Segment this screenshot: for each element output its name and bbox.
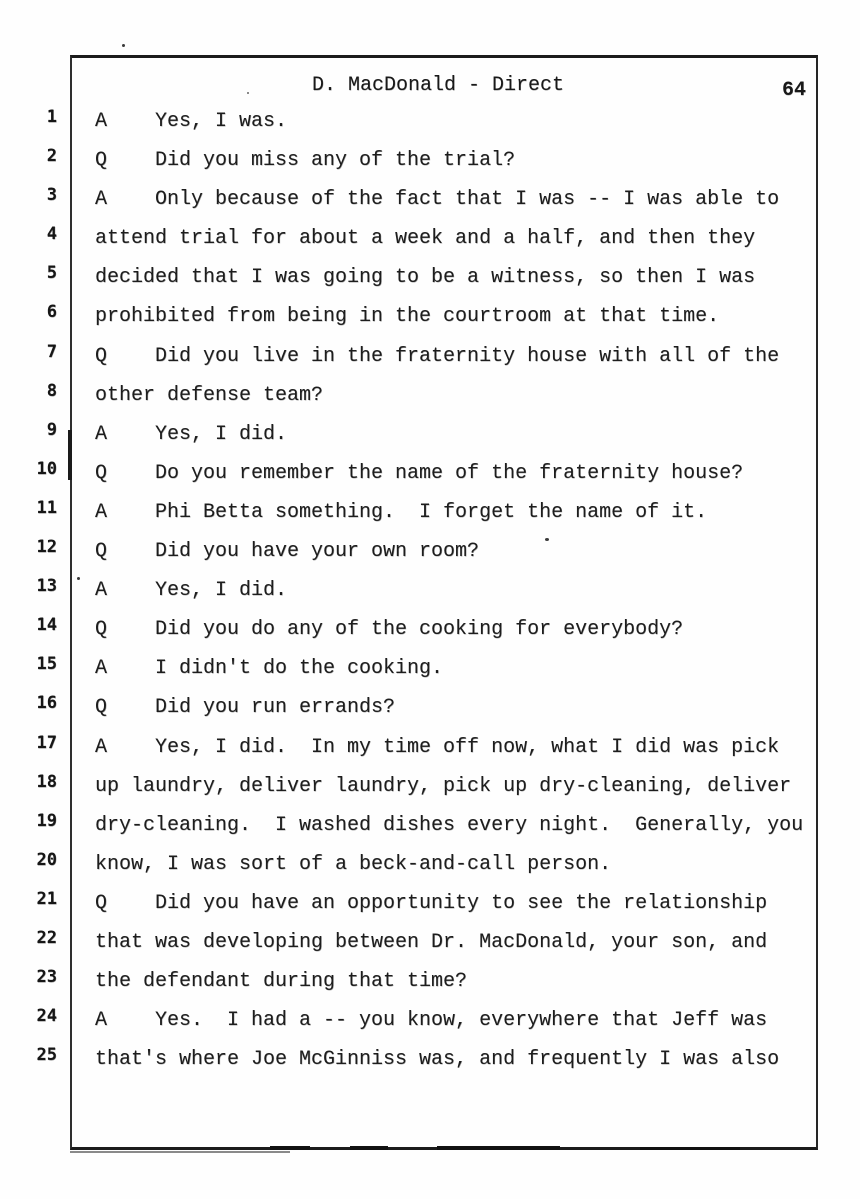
line-number: 9 xyxy=(46,419,57,440)
transcript-line xyxy=(0,376,860,415)
transcript-line xyxy=(0,962,860,1001)
transcript-line xyxy=(0,845,860,884)
transcript-line xyxy=(0,297,860,336)
scan-artifact xyxy=(437,1146,560,1150)
page-number: 64 xyxy=(782,79,807,102)
line-text: Q Did you do any of the cooking for everybody? xyxy=(95,618,684,642)
transcript-line xyxy=(0,454,860,493)
transcript-line xyxy=(0,688,860,727)
line-number: 5 xyxy=(46,263,57,284)
line-text: Q Did you live in the fraternity house with all of the xyxy=(95,344,780,368)
transcript-line xyxy=(0,337,860,376)
scan-artifact xyxy=(640,1147,740,1150)
line-number: 8 xyxy=(46,380,57,401)
line-text: A Yes, I did. In my time off now, what I did was pick xyxy=(95,735,780,759)
scan-artifact xyxy=(247,92,249,94)
transcript-line xyxy=(0,1040,860,1079)
line-number: 19 xyxy=(36,810,57,831)
line-text: Q Did you have your own room? xyxy=(95,540,480,564)
transcript-line xyxy=(0,1001,860,1040)
transcript-line xyxy=(0,493,860,532)
line-text: up laundry, deliver laundry, pick up dry-cleaning, deliver xyxy=(95,774,792,798)
line-number: 14 xyxy=(36,615,57,636)
transcript-line xyxy=(0,141,860,180)
line-text: A I didn't do the cooking. xyxy=(95,657,444,681)
transcript-line xyxy=(0,884,860,923)
line-number: 17 xyxy=(36,732,57,753)
line-text: A Yes. I had a -- you know, everywhere that Jeff was xyxy=(95,1009,768,1033)
line-text: decided that I was going to be a witness, so then I was xyxy=(95,266,756,290)
line-number: 24 xyxy=(36,1006,57,1027)
line-text: that's where Joe McGinniss was, and frequently I was also xyxy=(95,1048,780,1072)
line-text: A Only because of the fact that I was -- I was able to xyxy=(95,188,780,212)
transcript-line xyxy=(0,102,860,141)
transcript-line xyxy=(0,806,860,845)
line-text: dry-cleaning. I washed dishes every night. Generally, you xyxy=(95,813,804,837)
transcript-line xyxy=(0,728,860,767)
scan-artifact xyxy=(545,538,549,541)
line-number: 15 xyxy=(36,654,57,675)
transcript-line xyxy=(0,610,860,649)
line-number: 12 xyxy=(36,537,57,558)
transcript-line xyxy=(0,258,860,297)
scan-artifact xyxy=(122,44,125,47)
line-number: 16 xyxy=(36,693,57,714)
line-number: 7 xyxy=(46,341,57,362)
transcript-line xyxy=(0,219,860,258)
line-number: 2 xyxy=(46,146,57,167)
line-text: Q Did you run errands? xyxy=(95,696,396,720)
transcript-line xyxy=(0,767,860,806)
transcript-lines xyxy=(0,102,860,1079)
line-text: A Yes, I was. xyxy=(95,110,288,133)
scan-artifact xyxy=(70,1151,290,1153)
line-text: A Phi Betta something. I forget the name of it. xyxy=(95,500,708,524)
line-text: Q Do you remember the name of the fraternity house? xyxy=(95,461,744,485)
line-number: 10 xyxy=(36,458,57,479)
line-text: the defendant during that time? xyxy=(95,970,468,994)
transcript-line xyxy=(0,571,860,610)
line-number: 23 xyxy=(36,967,57,988)
line-text: other defense team? xyxy=(95,383,324,407)
line-number: 13 xyxy=(36,576,57,597)
line-text: that was developing between Dr. MacDonald, your son, and xyxy=(95,930,768,954)
line-text: Q Did you have an opportunity to see the relationship xyxy=(95,891,768,915)
line-number: 6 xyxy=(46,302,57,323)
line-number: 11 xyxy=(36,497,57,518)
line-text: know, I was sort of a beck-and-call person. xyxy=(95,852,612,876)
line-text: A Yes, I did. xyxy=(95,422,288,446)
scan-artifact xyxy=(68,430,72,480)
line-text: prohibited from being in the courtroom at that time. xyxy=(95,305,720,329)
transcript-line xyxy=(0,649,860,688)
line-number: 1 xyxy=(46,107,57,127)
scan-artifact xyxy=(350,1146,388,1150)
line-text: A Yes, I did. xyxy=(95,579,288,603)
line-number: 22 xyxy=(36,927,57,948)
transcript-line xyxy=(0,415,860,454)
line-number: 3 xyxy=(46,185,57,206)
transcript-line xyxy=(0,923,860,962)
line-number: 18 xyxy=(36,771,57,792)
scan-artifact xyxy=(77,577,80,580)
line-text: attend trial for about a week and a half, and then they xyxy=(95,227,756,251)
line-number: 25 xyxy=(36,1045,57,1066)
page-title: D. MacDonald - Direct xyxy=(312,74,565,97)
line-number: 4 xyxy=(46,224,57,245)
line-number: 20 xyxy=(36,849,57,870)
scan-artifact xyxy=(270,1146,310,1150)
transcript-line xyxy=(0,180,860,219)
line-number: 21 xyxy=(36,888,57,909)
transcript-line xyxy=(0,532,860,571)
line-text: Q Did you miss any of the trial? xyxy=(95,149,516,173)
